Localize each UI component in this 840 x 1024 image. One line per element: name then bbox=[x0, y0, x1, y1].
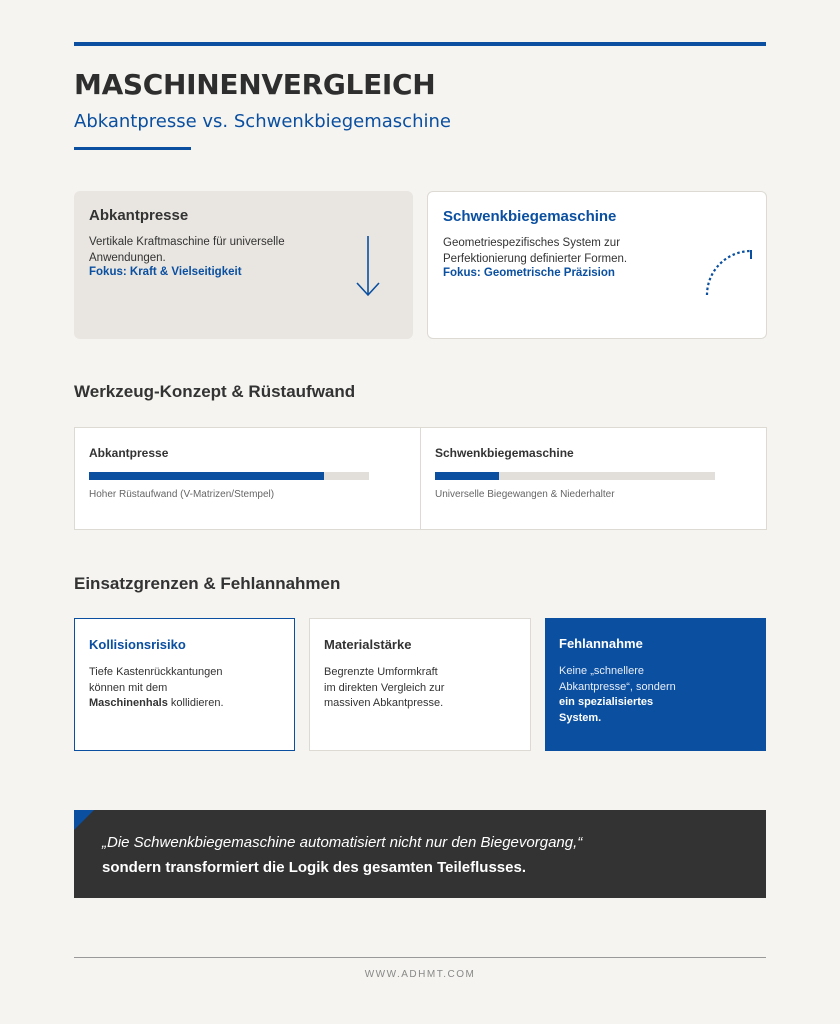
quote-line-2: sondern transformiert die Logik des gesamten Teileflusses. bbox=[102, 859, 527, 876]
tooling-label: Schwenkbiegemaschine bbox=[435, 446, 574, 460]
limit-box-title: Fehlannahme bbox=[559, 636, 643, 651]
card-focus: Fokus: Geometrische Präzision bbox=[443, 267, 615, 279]
card-title: Schwenkbiegemaschine bbox=[443, 208, 617, 225]
footer-url: WWW.ADHMT.COM bbox=[364, 969, 476, 980]
section-title-limits: Einsatzgrenzen & Fehlannahmen bbox=[74, 574, 341, 593]
limit-box-material bbox=[309, 618, 531, 751]
card-title: Abkantpresse bbox=[89, 207, 189, 224]
setup-effort-bar bbox=[435, 472, 715, 480]
quote-line-1: „Die Schwenkbiegemaschine automatisiert nicht nur den Biegevorgang,“ bbox=[102, 834, 583, 851]
top-accent-bar bbox=[74, 42, 766, 46]
page-title: MASCHINENVERGLEICH bbox=[74, 68, 436, 101]
tooling-item-abkantpresse bbox=[75, 428, 421, 529]
title-underline bbox=[74, 147, 191, 150]
tooling-description: Hoher Rüstaufwand (V-Matrizen/Stempel) bbox=[89, 489, 275, 500]
dotted-arc-icon bbox=[704, 246, 754, 301]
limit-box-text: Tiefe Kastenrückkantungen können mit dem Maschinenhals kollidieren. bbox=[89, 666, 224, 709]
card-focus: Fokus: Kraft & Vielseitigkeit bbox=[89, 266, 242, 278]
limit-box-text: Keine „schnellere Abkantpresse“, sondern ein spezialisiertes System. bbox=[559, 665, 676, 724]
footer-divider bbox=[74, 957, 766, 958]
limit-box-title: Kollisionsrisiko bbox=[89, 637, 186, 652]
limit-box-collision bbox=[74, 618, 295, 751]
card-abkantpresse bbox=[74, 191, 413, 339]
card-description: Vertikale Kraftmaschine für universelle Anwendungen. bbox=[89, 236, 285, 264]
tooling-comparison bbox=[74, 427, 767, 530]
quote-corner-accent bbox=[74, 810, 94, 830]
card-schwenkbiegemaschine bbox=[427, 191, 767, 339]
page-subtitle: Abkantpresse vs. Schwenkbiegemaschine bbox=[74, 111, 451, 132]
limit-box-title: Materialstärke bbox=[324, 637, 412, 652]
tooling-item-schwenkbiegemaschine bbox=[421, 428, 766, 529]
arrow-down-icon bbox=[356, 235, 380, 302]
section-title-tooling: Werkzeug-Konzept & Rüstaufwand bbox=[74, 382, 356, 401]
setup-effort-bar bbox=[89, 472, 369, 480]
quote-block bbox=[74, 810, 766, 898]
card-description: Geometriespezifisches System zur Perfektionierung definierter Formen. bbox=[443, 237, 628, 265]
limit-box-misconception bbox=[545, 618, 766, 751]
setup-effort-bar-fill bbox=[89, 472, 324, 480]
tooling-description: Universelle Biegewangen & Niederhalter bbox=[435, 489, 615, 500]
tooling-label: Abkantpresse bbox=[89, 446, 169, 460]
setup-effort-bar-fill bbox=[435, 472, 499, 480]
limit-box-text: Begrenzte Umformkraft im direkten Vergleich zur massiven Abkantpresse. bbox=[324, 666, 445, 709]
